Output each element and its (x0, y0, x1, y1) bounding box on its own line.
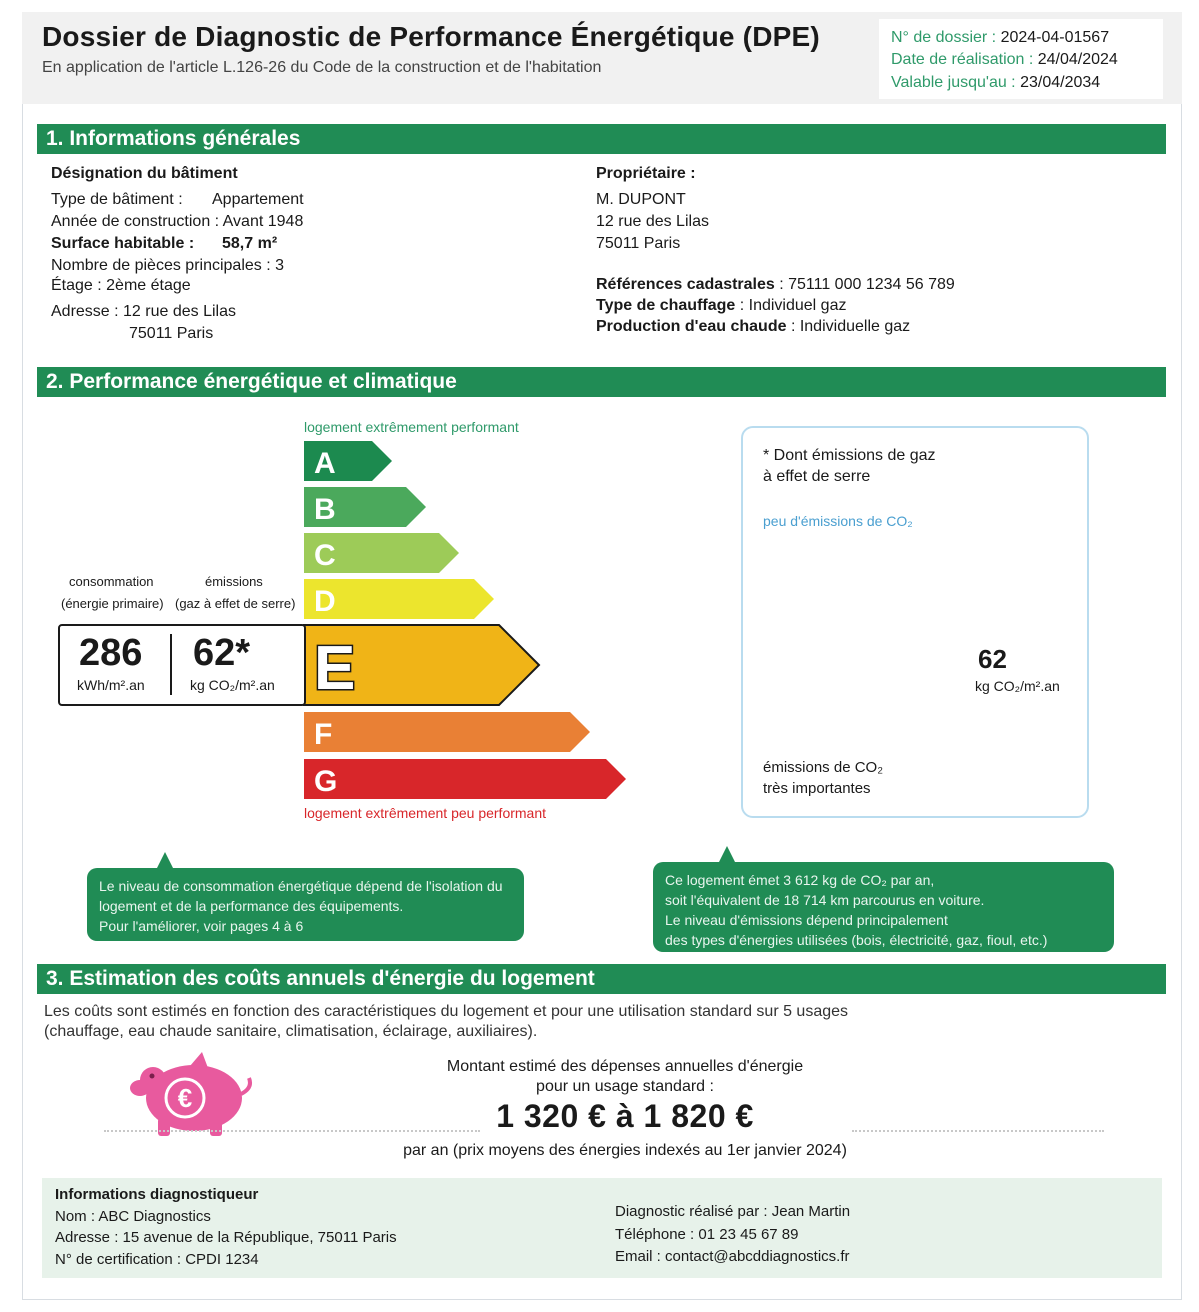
emissions-unit: kg CO₂/m².an (190, 677, 275, 693)
energy-class-e-label: E (314, 634, 356, 703)
building-heading: Désignation du bâtiment (51, 165, 238, 182)
validity-date: Valable jusqu'au : 23/04/2034 (891, 74, 1101, 91)
owner-city: 75011 Paris (596, 235, 681, 252)
section-general-info-title: 1. Informations générales (37, 124, 1166, 154)
amount-label-line2: pour un usage standard : (536, 1078, 714, 1095)
diagnostician-name: Nom : ABC Diagnostics (55, 1208, 211, 1225)
cadastre-reference: Références cadastrales : 75111 000 1234 56 789 (596, 276, 955, 293)
realisation-date: Date de réalisation : 24/04/2024 (891, 51, 1118, 68)
consumption-subheading: (énergie primaire) (61, 596, 164, 611)
co2-value: 62 (978, 644, 1007, 674)
amount-label-line1: Montant estimé des dépenses annuelles d'énergie (446, 1058, 804, 1075)
emissions-heading: émissions (205, 574, 263, 589)
co2-scale-low-label: peu d'émissions de CO₂ (763, 513, 913, 529)
owner-name: M. DUPONT (596, 191, 686, 208)
cost-range: 1 320 € à 1 820 € (496, 1098, 754, 1134)
surface-value: 58,7 m² (222, 235, 278, 252)
emissions-info-bubble: Ce logement émet 3 612 kg de CO₂ par an, soit l'équivalent de 18 714 km parcourus en voiture. Le niveau d'émissions dépend principalement des types d'énergies utilisées (bois, électricité, gaz, fioul, etc.) (653, 862, 1114, 952)
energy-class-d-label: D (314, 585, 336, 618)
building-type-value: Appartement (212, 191, 304, 208)
co2-note: * Dont émissions de gaz à effet de serre (763, 447, 936, 485)
hot-water-production: Production d'eau chaude : Individuelle gaz (596, 318, 911, 335)
dossier-number: N° de dossier : 2024-04-01567 (891, 29, 1110, 46)
heating-type: Type de chauffage : Individuel gaz (596, 297, 847, 314)
piggy-bank-icon (128, 1052, 258, 1142)
consumption-heading: consommation (69, 574, 154, 589)
diagnostician-address: Adresse : 15 avenue de la République, 75011 Paris (55, 1229, 397, 1246)
section-costs-title: 3. Estimation des coûts annuels d'énergie du logement (37, 964, 1166, 994)
energy-class-f-label: F (314, 718, 333, 751)
emissions-value: 62* (193, 632, 251, 674)
owner-street: 12 rue des Lilas (596, 213, 709, 230)
diagnostician-heading: Informations diagnostiqueur (55, 1186, 259, 1203)
consumption-value: 286 (79, 632, 143, 674)
diagnostic-performed-by: Diagnostic réalisé par : Jean Martin (615, 1203, 851, 1220)
page-title: Dossier de Diagnostic de Performance Énergétique (DPE) (42, 21, 820, 52)
room-count: Nombre de pièces principales : 3 (51, 257, 285, 274)
energy-class-c-label: C (314, 539, 336, 572)
building-type-label: Type de bâtiment : (51, 191, 183, 208)
consumption-unit: kWh/m².an (77, 677, 145, 693)
diagnostician-certification: N° de certification : CPDI 1234 (55, 1251, 259, 1268)
diagnostician-email: Email : contact@abcddiagnostics.fr (615, 1248, 850, 1265)
surface-label: Surface habitable : (51, 235, 195, 252)
energy-class-g-label: G (314, 765, 338, 798)
energy-class-b-label: B (314, 493, 336, 526)
page-subtitle: En application de l'article L.126-26 du Code de la construction et de l'habitation (42, 59, 602, 76)
section-performance-title: 2. Performance énergétique et climatique (37, 367, 1166, 397)
construction-year: Année de construction : Avant 1948 (51, 213, 304, 230)
diagnostician-phone: Téléphone : 01 23 45 67 89 (615, 1226, 799, 1243)
costs-intro: Les coûts sont estimés en fonction des caractéristiques du logement et pour une utilisation standard sur 5 usages (chauffage, eau chaude sanitaire, climatisation, éclairage, auxiliaires). (44, 1003, 849, 1040)
address-line2: 75011 Paris (129, 325, 214, 342)
euro-symbol: € (177, 1083, 193, 1113)
owner-heading: Propriétaire : (596, 165, 696, 182)
emissions-subheading: (gaz à effet de serre) (175, 596, 296, 611)
cost-per-year-note: par an (prix moyens des énergies indexés au 1er janvier 2024) (403, 1142, 847, 1159)
address-line1: Adresse : 12 rue des Lilas (51, 303, 236, 320)
co2-unit: kg CO₂/m².an (975, 678, 1060, 694)
energy-scale-bottom-label: logement extrêmement peu performant (304, 805, 547, 821)
energy-scale-top-label: logement extrêmement performant (304, 419, 519, 435)
floor-level: Étage : 2ème étage (51, 277, 191, 294)
co2-scale-high-label: émissions de CO₂ très importantes (763, 759, 884, 797)
consumption-info-bubble: Le niveau de consommation énergétique dépend de l'isolation du logement et de la performance des équipements. Pour l'améliorer, voir pages 4 à 6 (87, 868, 524, 941)
energy-class-a-label: A (314, 447, 336, 480)
